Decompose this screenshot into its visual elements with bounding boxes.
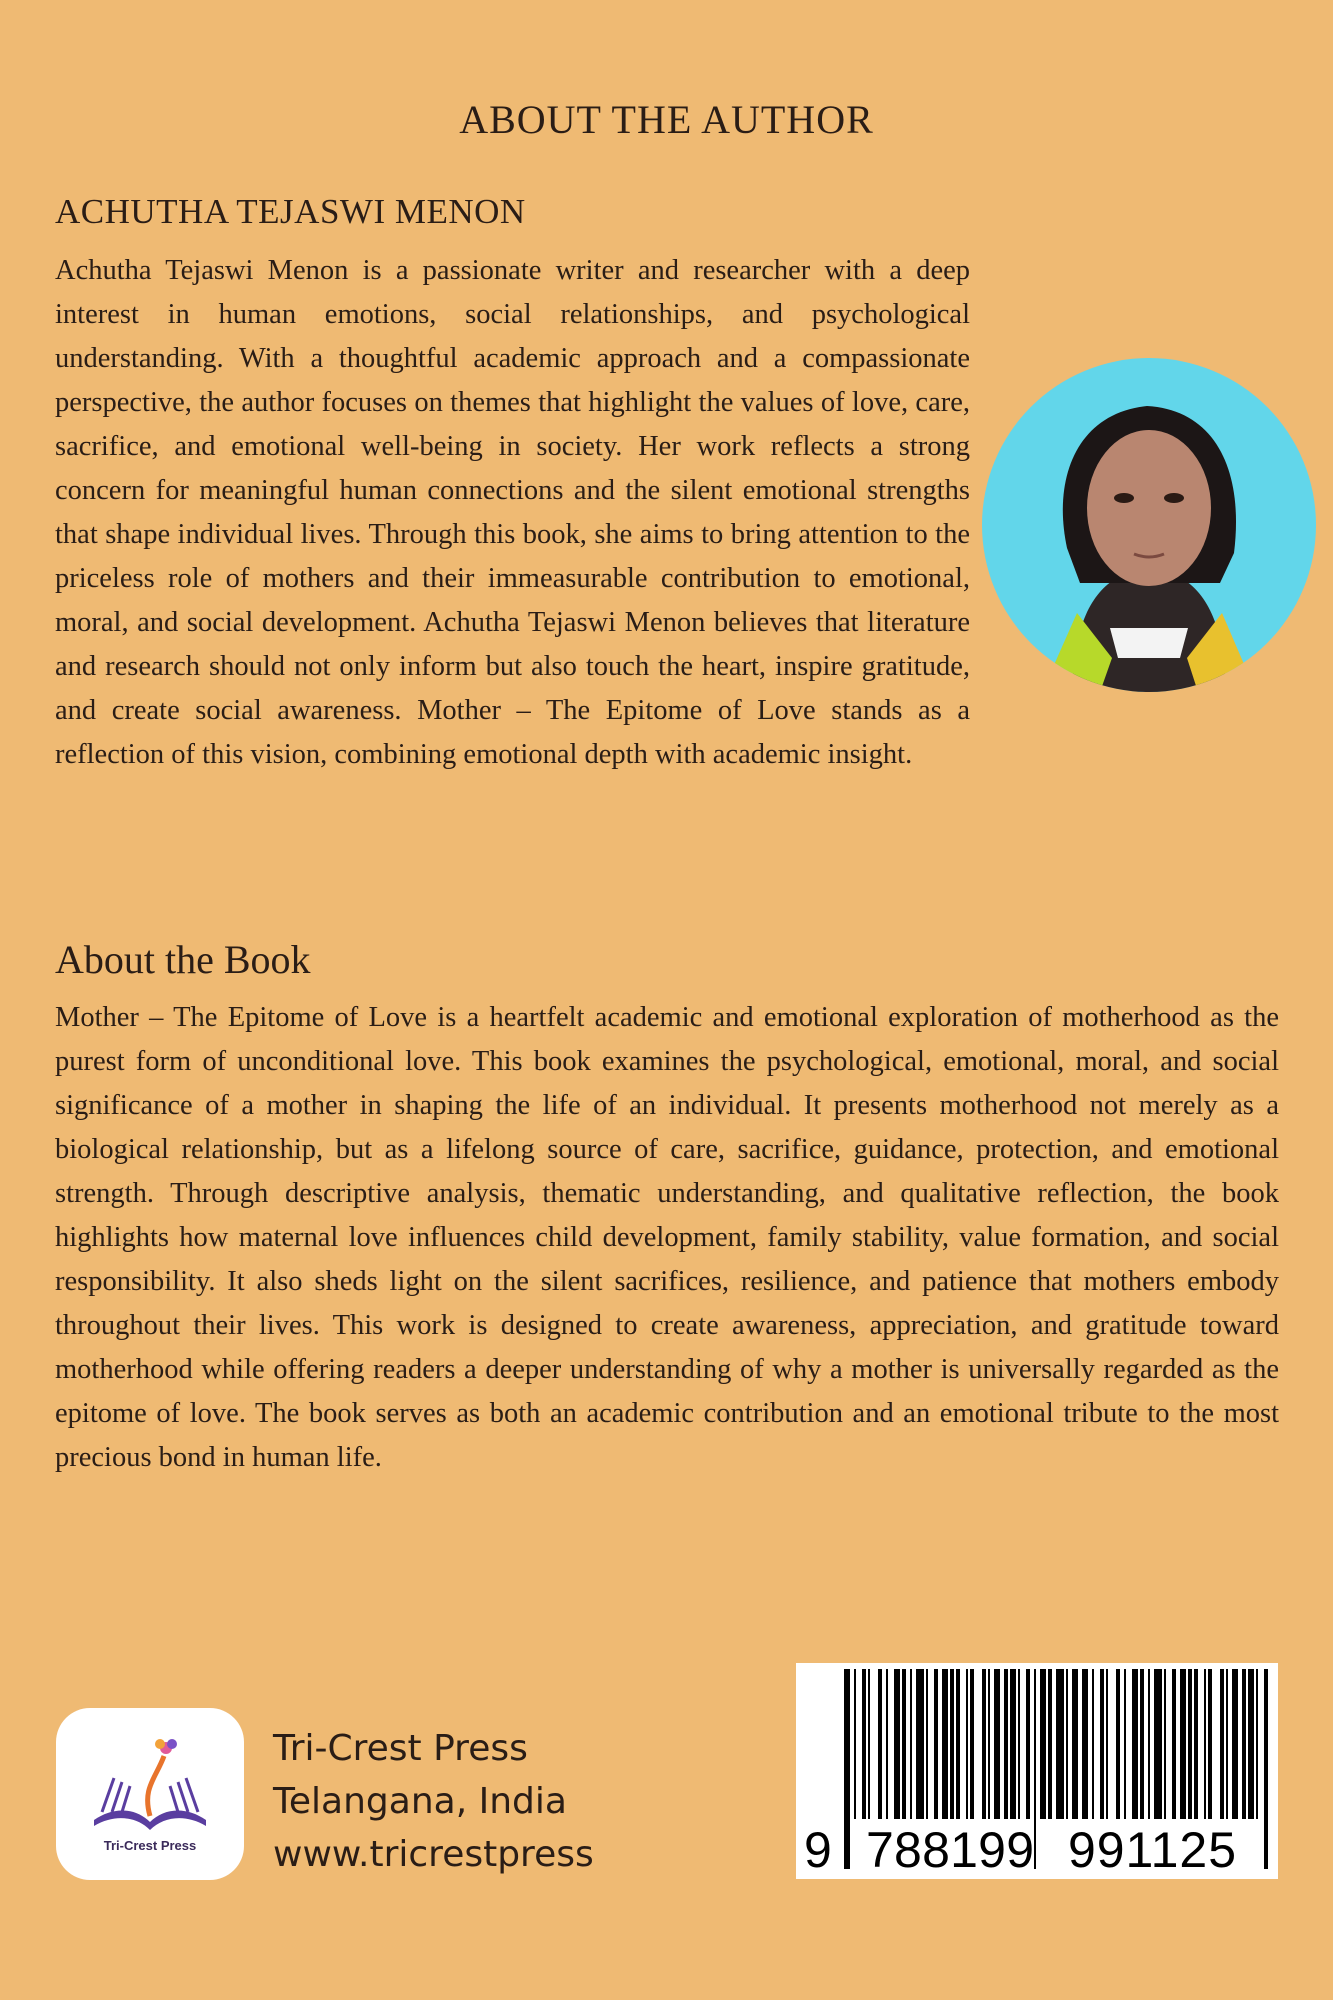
barcode-bar xyxy=(868,1669,870,1819)
barcode-bar xyxy=(878,1669,882,1819)
logo-caption: Tri-Crest Press xyxy=(103,1838,197,1853)
barcode-bar xyxy=(926,1669,928,1819)
author-photo xyxy=(982,358,1316,692)
barcode-bar xyxy=(1072,1669,1078,1819)
book-section-heading: About the Book xyxy=(55,937,311,982)
barcode-bar xyxy=(1010,1669,1016,1819)
barcode-bar xyxy=(1082,1669,1088,1819)
barcode-bar xyxy=(1034,1669,1036,1869)
barcode-bar xyxy=(1140,1669,1144,1819)
barcode-bar xyxy=(1048,1669,1052,1819)
barcode-bar xyxy=(1040,1669,1046,1819)
author-name: ACHUTHA TEJASWI MENON xyxy=(55,192,526,231)
barcode-bar xyxy=(1092,1669,1094,1819)
barcode-bar xyxy=(1066,1669,1068,1819)
barcode-bar xyxy=(1226,1669,1228,1819)
barcode-bar xyxy=(1172,1669,1176,1819)
barcode-bar xyxy=(994,1669,1000,1819)
barcode-digits-mid: 788199 xyxy=(866,1822,1034,1878)
publisher-location: Telangana, India xyxy=(273,1781,567,1822)
barcode-bar xyxy=(910,1669,912,1819)
barcode-bar xyxy=(966,1669,968,1819)
barcode-bar xyxy=(1188,1669,1192,1819)
barcode-bar xyxy=(1148,1669,1150,1819)
barcode-bar xyxy=(1208,1669,1212,1819)
barcode-bar xyxy=(1100,1669,1104,1819)
barcode-bar xyxy=(1264,1669,1268,1869)
barcode-bar xyxy=(1004,1669,1008,1819)
barcode-bar xyxy=(1242,1669,1246,1819)
barcode-bar xyxy=(1132,1669,1138,1819)
barcode-bar xyxy=(1194,1669,1198,1819)
barcode-bar xyxy=(1164,1669,1166,1819)
isbn-barcode xyxy=(796,1663,1278,1879)
barcode-bar xyxy=(1256,1669,1258,1819)
book-description: Mother – The Epitome of Love is a heartfelt academic and emotional exploration of motherhood as the purest form of unconditional love. This book examines the psychological, emotional, moral, and social significance of a mother in shaping the life of an individual. It presents motherhood not merely as a biological relationship, but as a lifelong source of care, sacrifice, guidance, protection, and emotional strength. Through descriptive analysis, thematic understanding, and qualitative reflection, the book highlights how maternal love influences child development, family stability, value formation, and social responsibility. It also sheds light on the silent sacrifices, resilience, and patience that mothers embody throughout their lives. This work is designed to create awareness, appreciation, and gratitude toward motherhood while offering readers a deeper understanding of why a mother is universally regarded as the epitome of love. The book serves as both an academic contribution and an emotional tribute to the most precious bond in human life. xyxy=(55,1002,1279,1473)
barcode-bar xyxy=(1248,1669,1254,1819)
barcode-bar xyxy=(1116,1669,1120,1819)
barcode-bar xyxy=(1056,1669,1064,1819)
barcode-bar xyxy=(1026,1669,1030,1819)
barcode-bar xyxy=(988,1669,990,1819)
barcode-bar xyxy=(950,1669,954,1819)
barcode-bar xyxy=(1106,1669,1108,1819)
barcode-digits-right: 991125 xyxy=(1068,1822,1236,1878)
barcode-bar xyxy=(1154,1669,1162,1819)
author-bio: Achutha Tejaswi Menon is a passionate writer and researcher with a deep interest in human emotions, social relationships, and psychological understanding. With a thoughtful academic approach and a compassionate perspective, the author focuses on themes that highlight the values of love, care, sacrifice, and emotional well-being in society. Her work reflects a strong concern for meaningful human connections and the silent emotional strengths that shape individual lives. Through this book, she aims to bring attention to the priceless role of mothers and their immeasurable contribution to emotional, moral, and social development. Achutha Tejaswi Menon believes that literature and research should not only inform but also touch the heart, inspire gratitude, and create social awareness. Mother – The Epitome of Love stands as a reflection of this vision, combining emotional depth with academic insight. xyxy=(55,255,970,770)
barcode-digit-left: 9 xyxy=(804,1822,832,1878)
publisher-logo xyxy=(56,1708,244,1880)
barcode-bar xyxy=(1180,1669,1186,1819)
barcode-bar xyxy=(934,1669,938,1819)
barcode-bar xyxy=(942,1669,948,1819)
barcode-bar xyxy=(854,1669,856,1819)
barcode-bar xyxy=(1220,1669,1224,1819)
barcode-bar xyxy=(956,1669,960,1819)
author-section-heading: ABOUT THE AUTHOR xyxy=(459,97,874,142)
barcode-bar xyxy=(1018,1669,1020,1819)
publisher-website[interactable]: www.tricrestpress xyxy=(273,1834,594,1875)
barcode-bar xyxy=(1124,1669,1126,1819)
barcode-bar xyxy=(916,1669,924,1819)
barcode-bar xyxy=(862,1669,866,1819)
barcode-bar xyxy=(970,1669,974,1819)
barcode-bar xyxy=(982,1669,986,1819)
publisher-name: Tri-Crest Press xyxy=(273,1728,528,1769)
barcode-bar xyxy=(894,1669,900,1819)
barcode-bar xyxy=(902,1669,906,1819)
barcode-bar xyxy=(886,1669,888,1819)
publisher-info xyxy=(273,1722,594,1881)
barcode-bar xyxy=(1232,1669,1238,1819)
barcode-bar xyxy=(1204,1669,1206,1819)
barcode-bar xyxy=(844,1669,850,1869)
open-book-icon xyxy=(56,1708,244,1880)
